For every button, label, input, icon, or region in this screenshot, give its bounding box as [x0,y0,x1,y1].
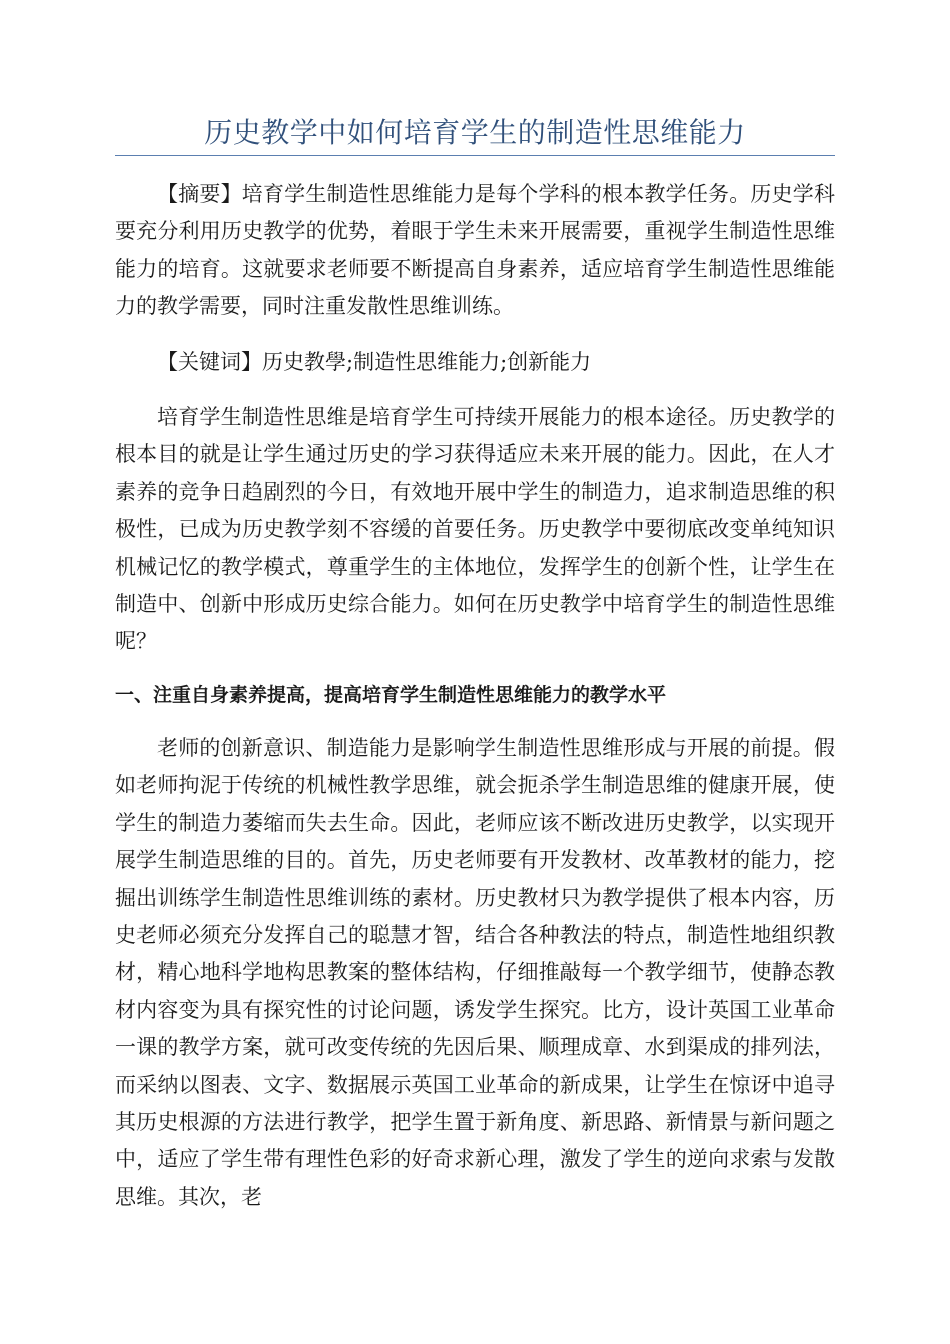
section-heading-1: 一、注重自身素养提高，提高培育学生制造性思维能力的教学水平 [115,683,667,706]
document-title: 历史教学中如何培育学生的制造性思维能力 [204,116,746,149]
abstract-paragraph: 【摘要】培育学生制造性思维能力是每个学科的根本教学任务。历史学科要充分利用历史教学的优势，着眼于学生未来开展需要，重视学生制造性思维能力的培育。这就要求老师要不断提高自身素养，适应培育学生制造性思维能力的教学需要，同时注重发散性思维训练。 [115,182,835,319]
keywords-paragraph: 【关键词】历史教學;制造性思维能力;创新能力 [157,349,592,374]
section-1-body: 老师的创新意识、制造能力是影响学生制造性思维形成与开展的前提。假如老师拘泥于传统的机械性教学思维，就会扼杀学生制造思维的健康开展，使学生的制造力萎缩而失去生命。因此，老师应该不断改进历史教学，以实现开展学生制造思维的目的。首先，历史老师要有开发教材、改革教材的能力，挖掘出训练学生制造性思维训练的素材。历史教材只为教学提供了根本内容，历史老师必须充分发挥自己的聪慧才智，结合各种教法的特点，制造性地组织教材，精心地科学地构思教案的整体结构，仔细推敲每一个教学细节，使静态教材内容变为具有探究性的讨论问题，诱发学生探究。比方，设计英国工业革命一课的教学方案，就可改变传统的先因后果、顺理成章、水到渠成的排列法，而采纳以图表、文字、数据展示英国工业革命的新成果，让学生在惊讶中追寻其历史根源的方法进行教学，把学生置于新角度、新思路、新情景与新问题之中，适应了学生带有理性色彩的好奇求新心理，激发了学生的逆向求索与发散思维。其次，老 [115,735,835,1209]
title-underline [115,155,835,156]
document-page [115,0,835,1216]
intro-paragraph: 培育学生制造性思维是培育学生可持续开展能力的根本途径。历史教学的根本目的就是让学生通过历史的学习获得适应未来开展的能力。因此，在人才素养的竞争日趋剧烈的今日，有效地开展中学生的制造力，追求制造思维的积极性，已成为历史教学刻不容缓的首要任务。历史教学中要彻底改变单纯知识机械记忆的教学模式，尊重学生的主体地位，发挥学生的创新个性，让学生在制造中、创新中形成历史综合能力。如何在历史教学中培育学生的制造性思维呢？ [115,405,835,654]
